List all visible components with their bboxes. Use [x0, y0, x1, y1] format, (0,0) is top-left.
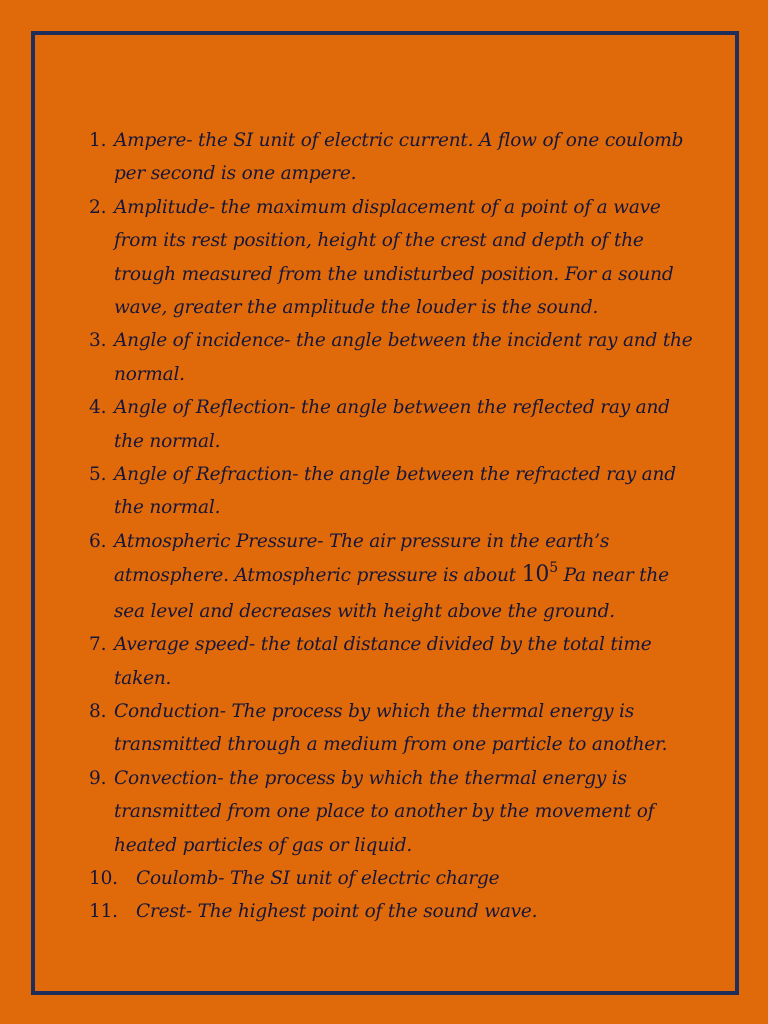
item-number: 11.: [89, 901, 118, 923]
item-number: 4.: [89, 397, 107, 419]
list-item: [89, 628, 699, 695]
list-item: [89, 695, 699, 762]
item-number: 3.: [89, 330, 107, 352]
item-text-after: Pa near the sea level and decreases with height above the ground.: [114, 565, 669, 622]
item-text: Average speed- the total distance divided by the total time taken.: [114, 634, 652, 689]
glossary-list: [89, 124, 699, 929]
list-item: [89, 391, 699, 458]
item-number: 6.: [89, 530, 107, 552]
item-text: Amplitude- the maximum displacement of a point of a wave from its rest position, height of the crest and depth of the trough measured from the undisturbed position. For a sound wave, greater the amplitude the louder is the sound.: [114, 196, 674, 319]
list-item: [89, 324, 699, 391]
item-text: Crest- The highest point of the sound wave.: [136, 901, 538, 923]
power-exponent: 5: [549, 560, 558, 577]
item-number: 9.: [89, 767, 107, 789]
list-item: [89, 762, 699, 862]
list-item: [89, 525, 699, 628]
item-text: Coulomb- The SI unit of electric charge: [136, 867, 500, 889]
item-number: 1.: [89, 130, 107, 151]
list-item: [89, 191, 699, 325]
list-item: [89, 862, 699, 895]
item-text: Angle of incidence- the angle between the incident ray and the normal.: [114, 330, 693, 385]
list-item: [89, 895, 699, 928]
item-text: Convection- the process by which the thermal energy is transmitted from one place to another by the movement of heated particles of gas or liquid.: [114, 767, 655, 856]
item-number: 10.: [89, 867, 118, 889]
item-number: 7.: [89, 634, 107, 656]
item-number: 8.: [89, 700, 107, 722]
list-item: [89, 124, 699, 191]
item-text: Ampere- the SI unit of electric current. A flow of one coulomb per second is one ampere.: [114, 130, 684, 185]
list-item: [89, 458, 699, 525]
item-number: 5.: [89, 464, 107, 486]
item-text: Angle of Refraction- the angle between the refracted ray and the normal.: [114, 464, 676, 519]
item-text: Conduction- The process by which the thermal energy is transmitted through a medium from one particle to another.: [114, 700, 668, 756]
item-text-before: Atmospheric Pressure- The air pressure in the earth’s atmosphere. Atmospheric pressure is about: [114, 530, 610, 587]
item-text: Angle of Reflection- the angle between the reflected ray and the normal.: [114, 397, 670, 452]
power-base: 10: [521, 562, 550, 588]
item-number: 2.: [89, 196, 107, 218]
